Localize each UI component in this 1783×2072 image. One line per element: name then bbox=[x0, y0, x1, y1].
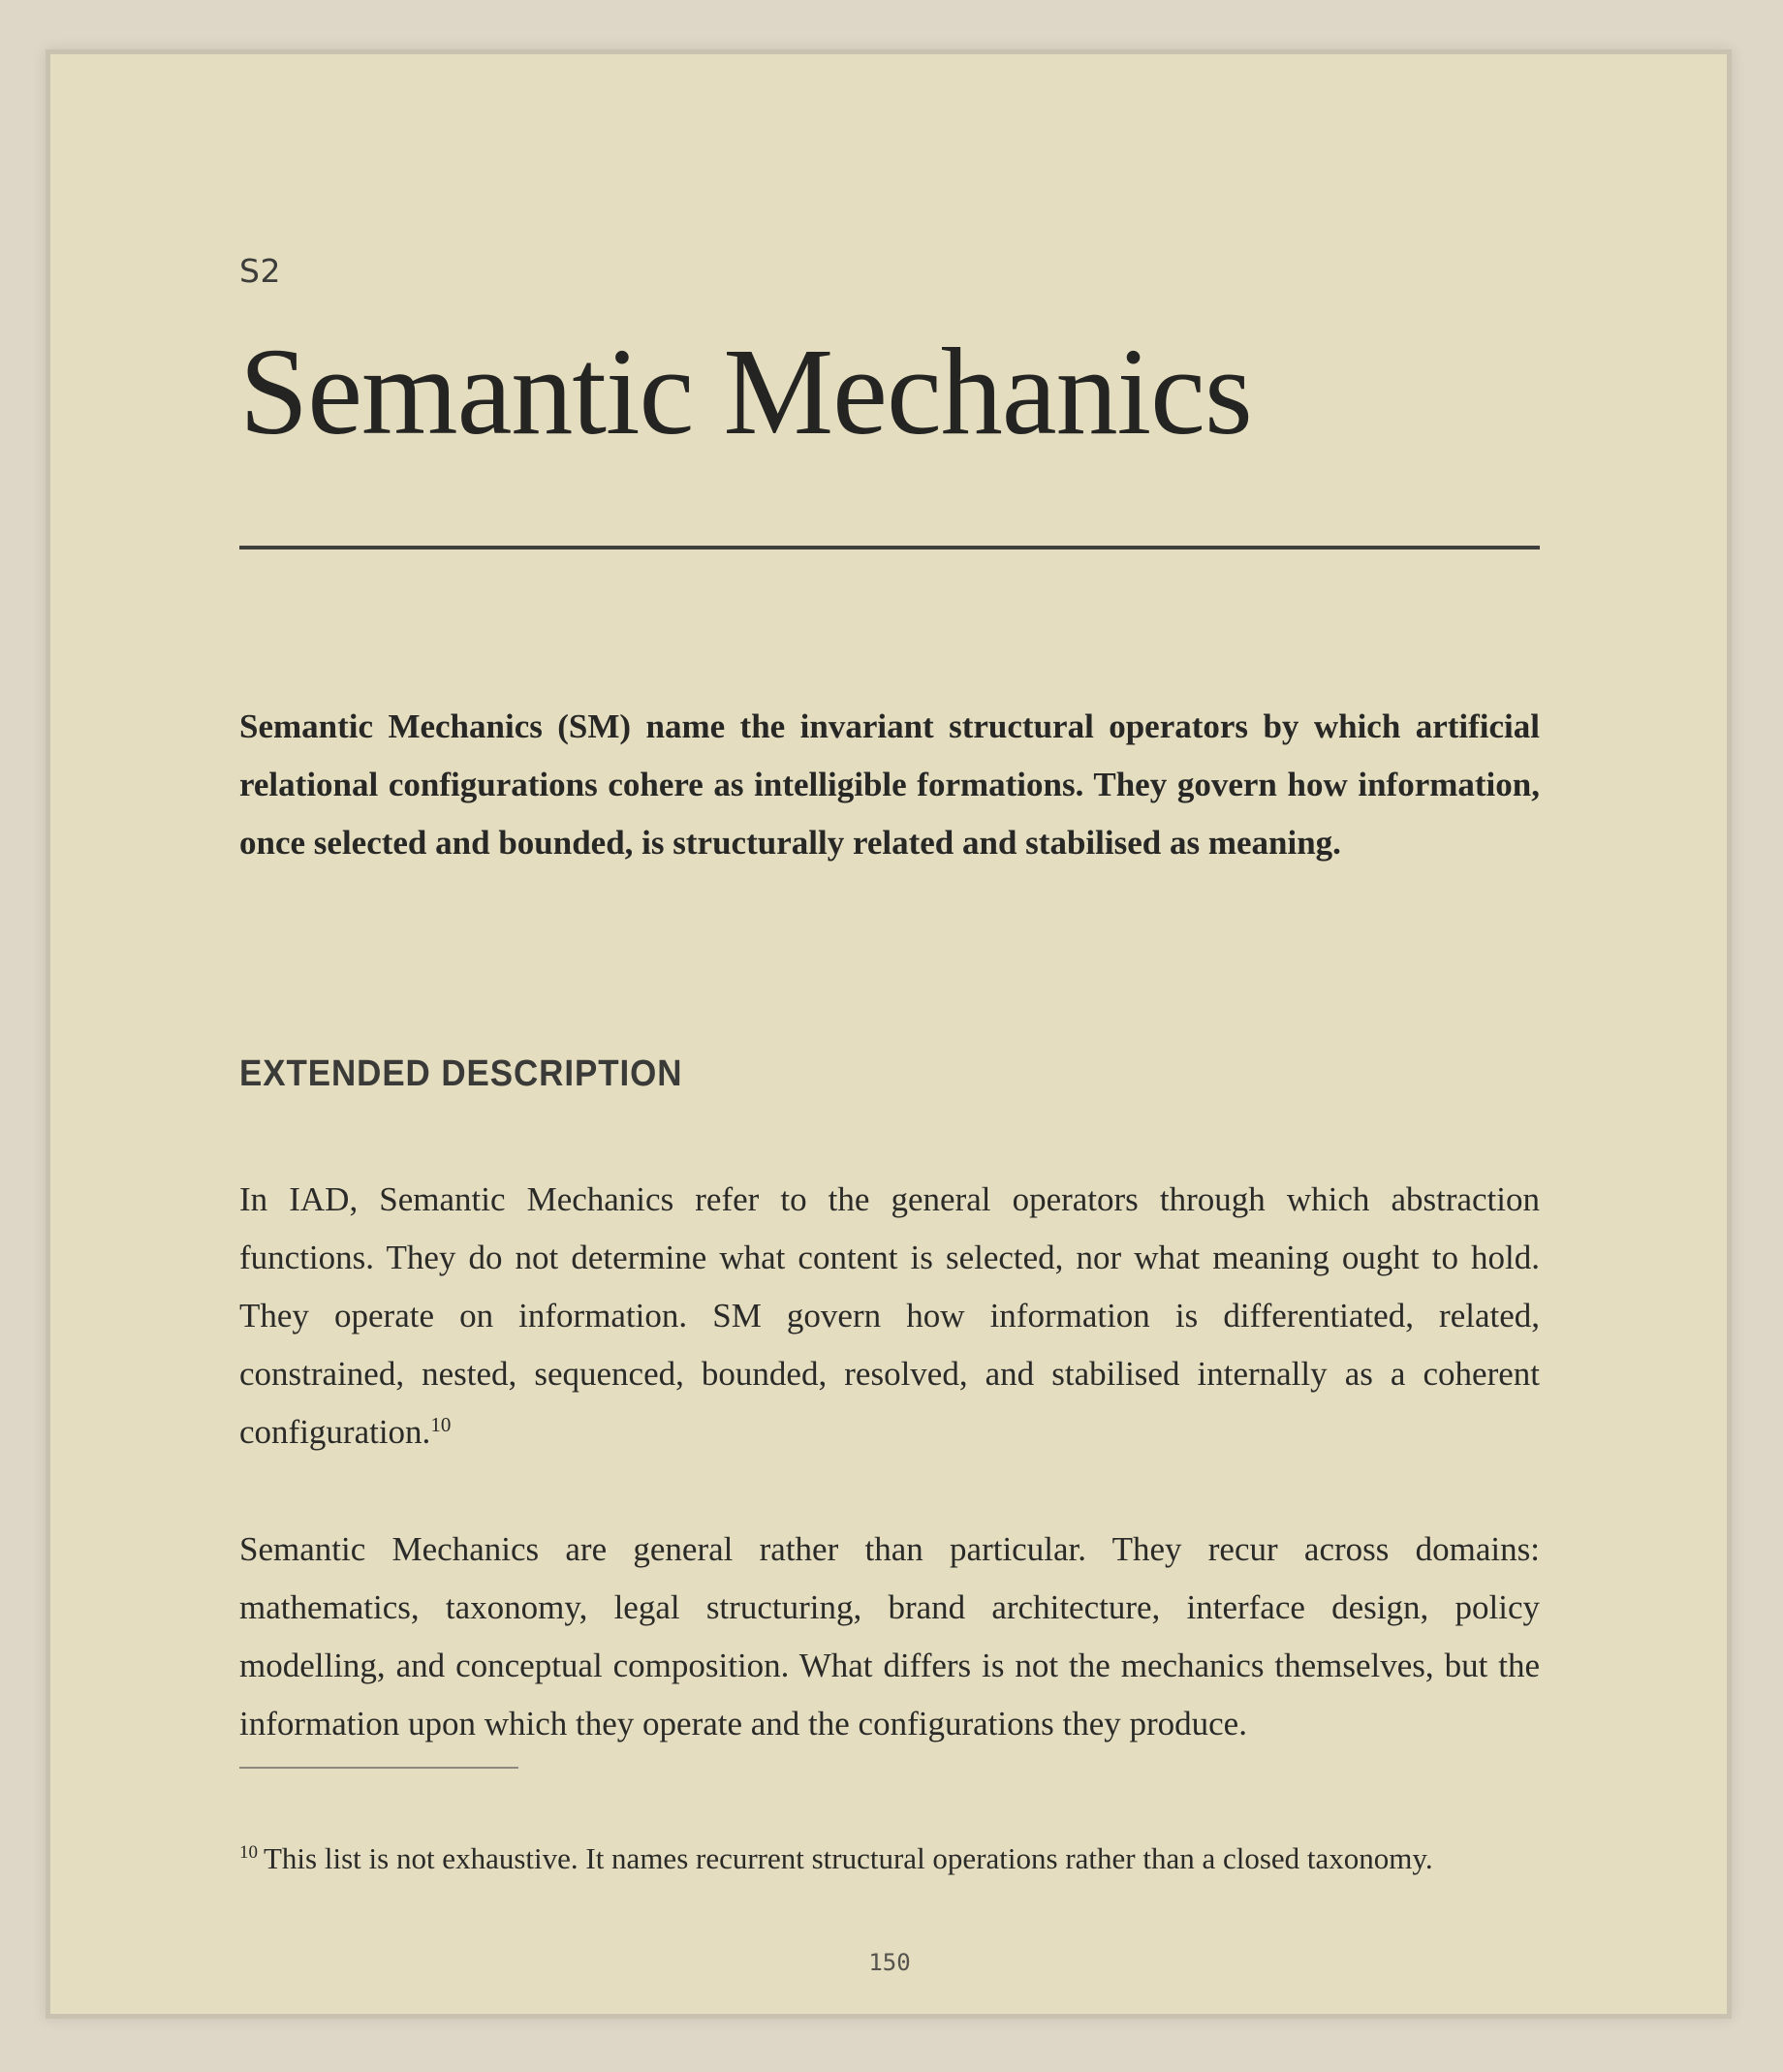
body-paragraph-1 bbox=[239, 1171, 1540, 1461]
footnote-reference[interactable]: 10 bbox=[430, 1413, 452, 1436]
footnote-number: 10 bbox=[239, 1842, 258, 1863]
title-divider bbox=[239, 546, 1540, 549]
lede-paragraph: Semantic Mechanics (SM) name the invariant structural operators by which artificial relational configurations cohere as intelligible formations. They govern how information, once selected and bounded, is structurally related and stabilised as meaning. bbox=[239, 707, 1540, 862]
extended-description-heading: EXTENDED DESCRIPTION bbox=[239, 1053, 683, 1094]
document-page bbox=[46, 49, 1732, 2019]
section-code: S2 bbox=[239, 252, 281, 290]
page-number: 150 bbox=[868, 1949, 911, 1976]
footnote-divider bbox=[239, 1767, 518, 1769]
page-title: Semantic Mechanics bbox=[239, 323, 1252, 460]
body-paragraph-2: Semantic Mechanics are general rather than particular. They recur across domains: mathematics, taxonomy, legal structuring, brand architecture, interface design, policy modelling, and conceptual composition. What differs is not the mechanics themselves, but the information upon which they operate and the configurations they produce. bbox=[239, 1530, 1540, 1742]
footnote-text: This list is not exhaustive. It names recurrent structural operations rather than a closed taxonomy. bbox=[264, 1841, 1433, 1875]
body-paragraph-1-text: In IAD, Semantic Mechanics refer to the general operators through which abstraction functions. They do not determine what content is selected, nor what meaning ought to hold. They operate on information. SM govern how information is differentiated, related, constrained, nested, sequenced, bounded, resolved, and stabilised internally as a coherent configuration. bbox=[239, 1180, 1540, 1451]
page-content bbox=[239, 54, 1540, 2014]
footnote bbox=[239, 1837, 1540, 1880]
